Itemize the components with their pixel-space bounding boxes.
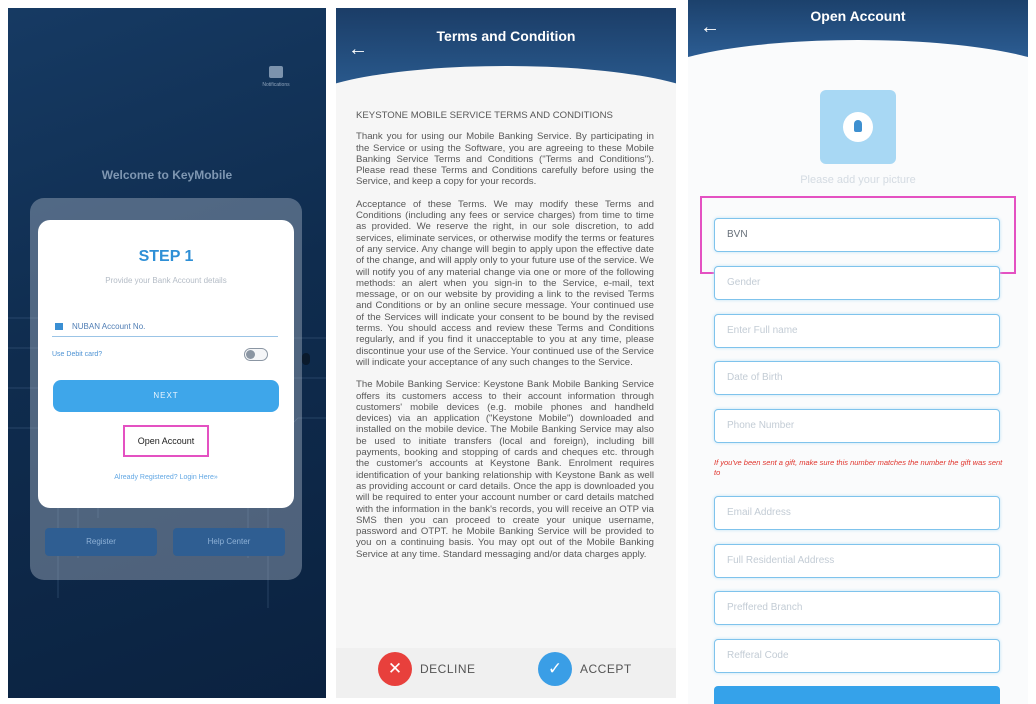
gender-field[interactable]	[714, 266, 1000, 300]
page-title: Open Account	[810, 8, 906, 24]
phone-number-field[interactable]	[714, 409, 1000, 443]
referral-code-field[interactable]	[714, 639, 1000, 673]
next-button[interactable]: NEXT	[53, 380, 279, 412]
step-title: STEP 1	[138, 248, 194, 265]
nuban-placeholder: NUBAN Account No.	[72, 322, 146, 331]
field-placeholder: Refferal Code	[727, 650, 789, 661]
submit-button[interactable]	[714, 686, 1000, 704]
field-placeholder: BVN	[727, 229, 748, 240]
field-placeholder: Full Residential Address	[727, 555, 835, 566]
field-placeholder: Date of Birth	[727, 372, 783, 383]
add-picture-button[interactable]	[820, 90, 896, 164]
email-address-field[interactable]	[714, 496, 1000, 530]
accept-button[interactable]: ACCEPT	[580, 662, 632, 676]
field-placeholder: Preffered Branch	[727, 602, 803, 613]
bvn-field[interactable]	[714, 218, 1000, 252]
full-name-field[interactable]	[714, 314, 1000, 348]
back-arrow-icon[interactable]: ←	[348, 38, 368, 60]
open-account-button[interactable]: Open Account	[123, 425, 209, 457]
terms-heading: KEYSTONE MOBILE SERVICE TERMS AND CONDITIONS	[356, 110, 613, 121]
field-placeholder: Gender	[727, 277, 761, 288]
notifications-button[interactable]	[256, 66, 296, 88]
field-placeholder: Email Address	[727, 507, 791, 518]
field-placeholder: Enter Full name	[727, 325, 798, 336]
nuban-account-input[interactable]	[52, 320, 278, 337]
login-link[interactable]: Already Registered? Login Here»	[114, 474, 218, 481]
step-subtitle: Provide your Bank Account details	[105, 276, 227, 285]
step1-card	[38, 220, 294, 508]
header-wave	[688, 40, 1028, 95]
open-account-screen	[688, 0, 1028, 704]
add-picture-label: Please add your picture	[800, 174, 916, 186]
welcome-title: Welcome to KeyMobile	[101, 168, 233, 182]
debit-card-toggle[interactable]	[244, 348, 268, 361]
bank-icon	[55, 323, 63, 330]
open-account-header	[688, 0, 1028, 66]
page-title: Terms and Condition	[436, 28, 576, 44]
notification-icon	[269, 66, 283, 78]
side-indicator	[302, 353, 310, 365]
terms-paragraph: Acceptance of these Terms. We may modify these Terms and Conditions (including any fees or service charges) from time to time as provided. We reserve the right, in our sole discretion, to add services, eliminate services, or otherwise modify the terms or features of any service. Any change will begin to apply upon the effective date of the change, and will apply only to your future use of the service. We will notify you of any material change via one or more of the following methods: an alert when you sign-in to the Service, e-mail, text message, or on our website by providing a link to the revised Terms and Conditions or by an online secure message. Your continued use of the Services will indicate your consent to be bound by the revised terms. You should access and review these Terms and Conditions regularly, and if you find it unacceptable to you at any time, please discontinue your use of the Service. Your continued use of the Service will indicate your acceptance of any such changes to the Service.	[356, 198, 654, 368]
field-placeholder: Phone Number	[727, 420, 795, 431]
preferred-branch-field[interactable]	[714, 591, 1000, 625]
gift-warning-note: If you've been sent a gift, make sure this number matches the number the gift was sent to	[714, 458, 1003, 477]
use-debit-card-label: Use Debit card?	[52, 351, 103, 358]
terms-paragraph: Thank you for using our Mobile Banking Service. By participating in the Service or using the Software, you are agreeing to these Mobile Banking Service Terms and Conditions ("Terms and Conditions"). Please read these Terms and Conditions carefully before using the Service, and keep a copy for your records.	[356, 131, 654, 188]
notifications-label: Notifications	[262, 82, 290, 88]
terms-header	[336, 8, 676, 98]
decline-icon[interactable]: ✕	[378, 652, 412, 686]
terms-screen	[336, 8, 676, 698]
date-of-birth-field[interactable]	[714, 361, 1000, 395]
user-icon	[843, 112, 873, 142]
terms-text[interactable]	[356, 110, 654, 637]
decline-button[interactable]: DECLINE	[420, 662, 476, 676]
register-button[interactable]: Register	[45, 528, 157, 556]
accept-icon[interactable]: ✓	[538, 652, 572, 686]
toggle-knob	[246, 350, 255, 359]
keymobile-login-screen	[8, 8, 326, 698]
back-arrow-icon[interactable]: ←	[700, 16, 720, 38]
help-center-button[interactable]: Help Center	[173, 528, 285, 556]
terms-paragraph: The Mobile Banking Service: Keystone Bank Mobile Banking Service offers its customers access to their account information through customers' mobile devices (e.g. mobile phones and handheld devices) via an application ("Keystone Mobile") downloaded and installed on the mobile device. The Mobile Banking Service may also be used to initiate transfers (local and foreign), including bill payments, booking and stopping of cards and cheques etc. through the customer's accounts at Keystone Bank. Enrolment requires identification of your banking relationship with Keystone Bank as well as providing account or card details. Once the app is downloaded you will be required to enter your account number or card details matched with the information in the bank's records, you will receive an OTP via SMS then you can proceed to create your unique username, password and OTPT. he Mobile Banking Service will be provided to you on a continuing basis. You may opt out of the Mobile Banking Service at any time. Standard messaging and/or data charges apply.	[356, 379, 654, 560]
residential-address-field[interactable]	[714, 544, 1000, 578]
